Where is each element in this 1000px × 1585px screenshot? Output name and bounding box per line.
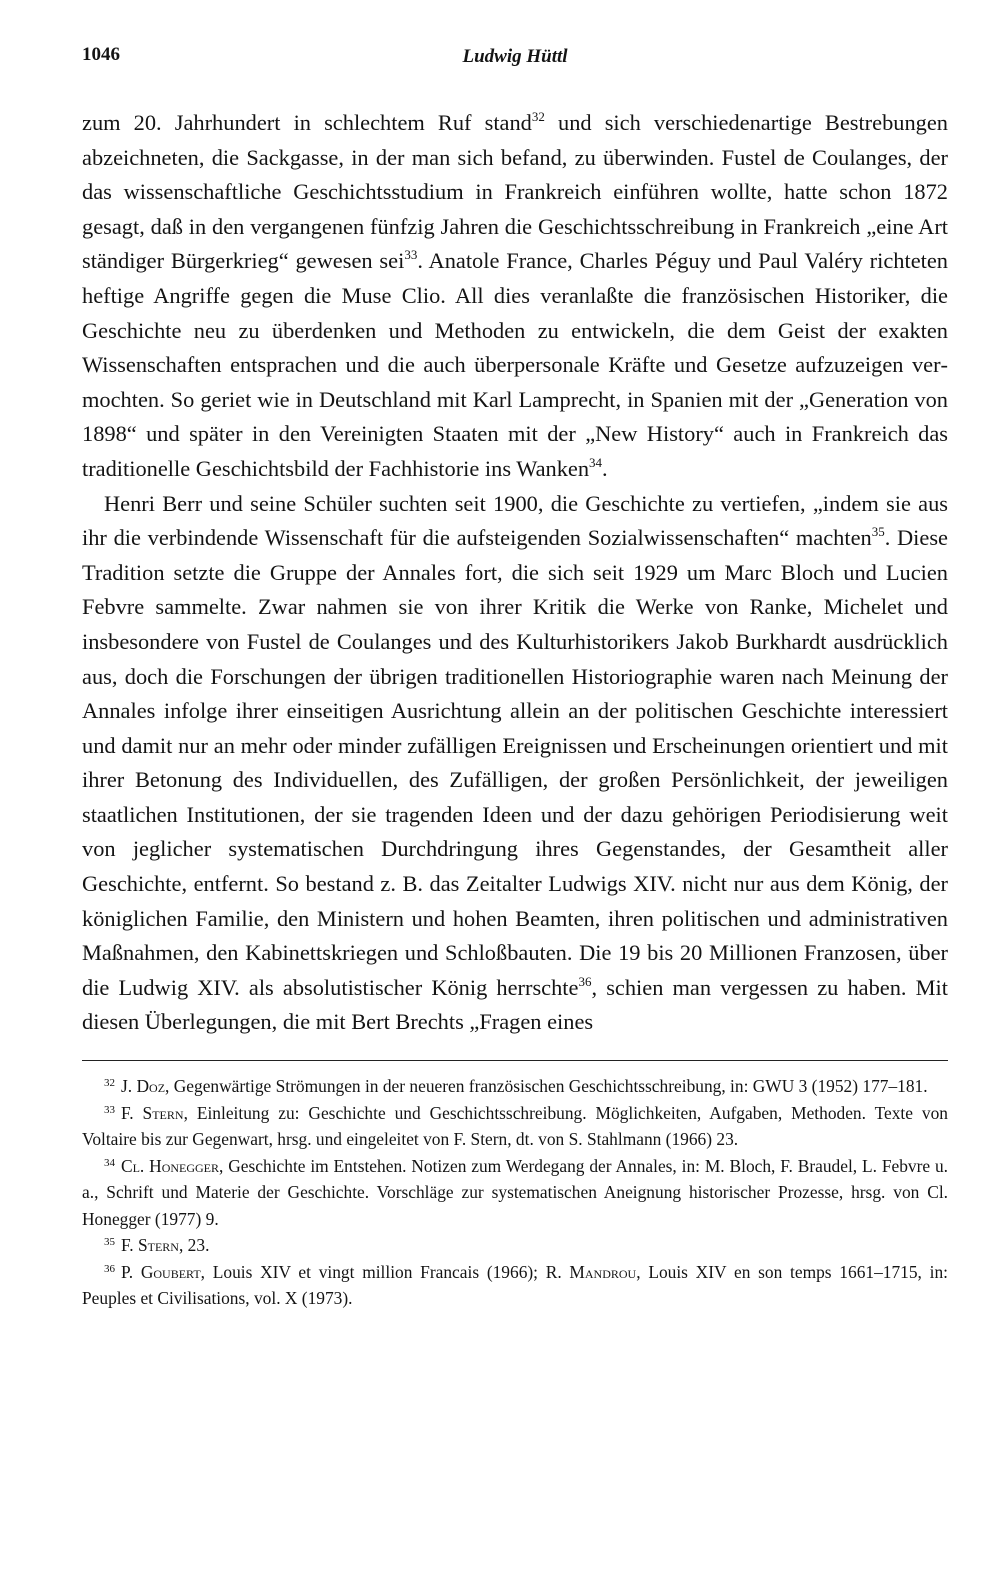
footnote-34: [82, 1153, 948, 1233]
paragraph-text: . Anatole France, Charles Péguy und Paul Valéry richteten heftige Angriffe gegen die Muse Clio. All dies veranlaßte die französischen Historiker, die Geschichte neu zu überdenken und Methoden zu entwickeln, die dem Geist der exakten Wissenschaften entsprachen und die auch überpersonale Kräfte und Gesetze aufzuzeigen vermochten. So geriet wie in Deutschland mit Karl Lamprecht, in Spanien mit der „Generation von 1898“ und später in den Vereinigten Staaten mit der „New History“ auch in Frankreich das traditionelle Geschichtsbild der Fachhistorie ins Wanken: [82, 248, 948, 481]
paragraph-text: und sich verschiedenartige Bestrebungen abzeichneten, die Sackgasse, in der man sich befand, zu überwinden. Fustel de Coulanges, der das wissenschaftliche Geschichtsstudium in Frankreich einführen wollte, hatte schon 1872 gesagt, daß in den vergangenen fünfzig Jahren die Geschichtsschreibung in Frankreich „eine Art ständiger Bürgerkrieg“ gewesen sei: [82, 110, 948, 274]
footnote-32: [82, 1073, 948, 1100]
paragraph-text: . Diese Tradition setzte die Gruppe der Annales fort, die sich seit 1929 um Marc Bloch und Lucien Febvre sammelte. Zwar nahmen sie von ihrer Kritik die Werke von Ranke, Michelet und insbesondere von Fustel de Coulanges und des Kulturhistorikers Jakob Burkhardt ausdrücklich aus, doch die Forschungen der übrigen traditionellen Historiographie waren nach Meinung der Annales infolge ihrer einseitigen Ausrichtung allein an der politischen Geschichte interessiert und damit nur an mehr oder minder zufälligen Ereignissen und Erscheinungen orientiert und mit ihrer Betonung des Individuellen, des Zufälligen, der großen Persönlichkeit, der jeweiligen staatlichen Institutionen, der sie tragenden Ideen und der dazu gehörigen Periodisierung weit von jeglicher systematischen Durchdringung ihres Gegenstandes, der Gesamtheit aller Geschichte, entfernt. So bestand z. B. das Zeitalter Ludwigs XIV. nicht nur aus dem König, der königlichen Familie, den Ministern und hohen Beamten, ihren politischen und administrativen Maßnahmen, den Kabinettskriegen und Schloßbauten. Die 19 bis 20 Millionen Franzosen, über die Ludwig XIV. als absolutistischer König herrschte: [82, 525, 948, 1000]
footnote-author: F. Stern: [121, 1102, 184, 1123]
paragraph-text: .: [602, 455, 608, 481]
paragraph-text: , schien man vergessen zu haben. Mit diesen Überlegungen, die mit Bert Brechts „Fragen eines: [82, 974, 948, 1035]
body-text: [82, 106, 948, 1040]
running-title: Ludwig Hüttl: [462, 46, 568, 67]
page-number: 1046: [82, 44, 120, 65]
footnote-ref-33[interactable]: 33: [404, 247, 418, 263]
footnote-author: F. Stern: [121, 1235, 179, 1256]
footnote-number: 33: [104, 1103, 115, 1116]
footnote-ref-36[interactable]: 36: [578, 973, 592, 989]
footnote-text: , Louis XIV en son temps 1661–1715, in: Peuples et Civilisations, vol. X (1973).: [82, 1261, 948, 1309]
footnote-number: 32: [104, 1077, 115, 1090]
paragraph-text: Henri Berr und seine Schüler suchten seit 1900, die Geschichte zu vertiefen, „indem sie aus ihr die verbindende Wissenschaft für die aufsteigenden Sozialwissenschaften“ machten: [82, 490, 948, 551]
footnote-author: R. Mandrou: [545, 1261, 637, 1282]
footnote-author: P. Goubert: [121, 1261, 201, 1282]
footnote-divider: [82, 1060, 948, 1061]
footnote-number: 34: [104, 1156, 115, 1169]
footnote-number: 35: [104, 1236, 115, 1249]
paragraph-2: [82, 487, 948, 1041]
running-head: [82, 38, 948, 78]
footnote-text: , Einleitung zu: Geschichte und Geschichtsschreibung. Möglichkeiten, Aufgaben, Methoden. Texte von Voltaire bis zur Gegenwart, hrsg. und eingeleitet von F. Stern, dt. von S. Stahlmann (1966) 23.: [82, 1102, 948, 1150]
footnote-number: 36: [104, 1262, 115, 1275]
footnotes: [82, 1073, 948, 1312]
footnote-text: , Geschichte im Entstehen. Notizen zum Werdegang der Annales, in: M. Bloch, F. Braudel, L. Febvre u. a., Schrift und Materie der Geschichte. Vorschläge zur systematischen Aneignung historischer Prozesse, hrsg. von Cl. Honegger (1977) 9.: [82, 1155, 949, 1229]
footnote-ref-32[interactable]: 32: [531, 109, 545, 124]
footnote-36: [82, 1259, 948, 1312]
footnote-text: , Gegenwärtige Strömungen in der neueren französischen Geschichtsschreibung, in: GWU 3 (1952) 177–181.: [165, 1076, 928, 1097]
footnote-ref-34[interactable]: 34: [589, 454, 603, 470]
paragraph-1: [82, 106, 948, 487]
footnote-text: , 23.: [178, 1235, 210, 1256]
footnote-ref-35[interactable]: 35: [871, 524, 885, 540]
paragraph-text: zum 20. Jahrhundert in schlechtem Ruf stand: [82, 110, 532, 135]
footnote-author: J. Doz: [121, 1076, 166, 1097]
footnote-35: [82, 1232, 948, 1259]
footnote-33: [82, 1100, 948, 1153]
footnote-text: , Louis XIV et vingt million Francais (1966);: [200, 1261, 546, 1282]
footnote-author: Cl. Honegger: [121, 1155, 220, 1176]
